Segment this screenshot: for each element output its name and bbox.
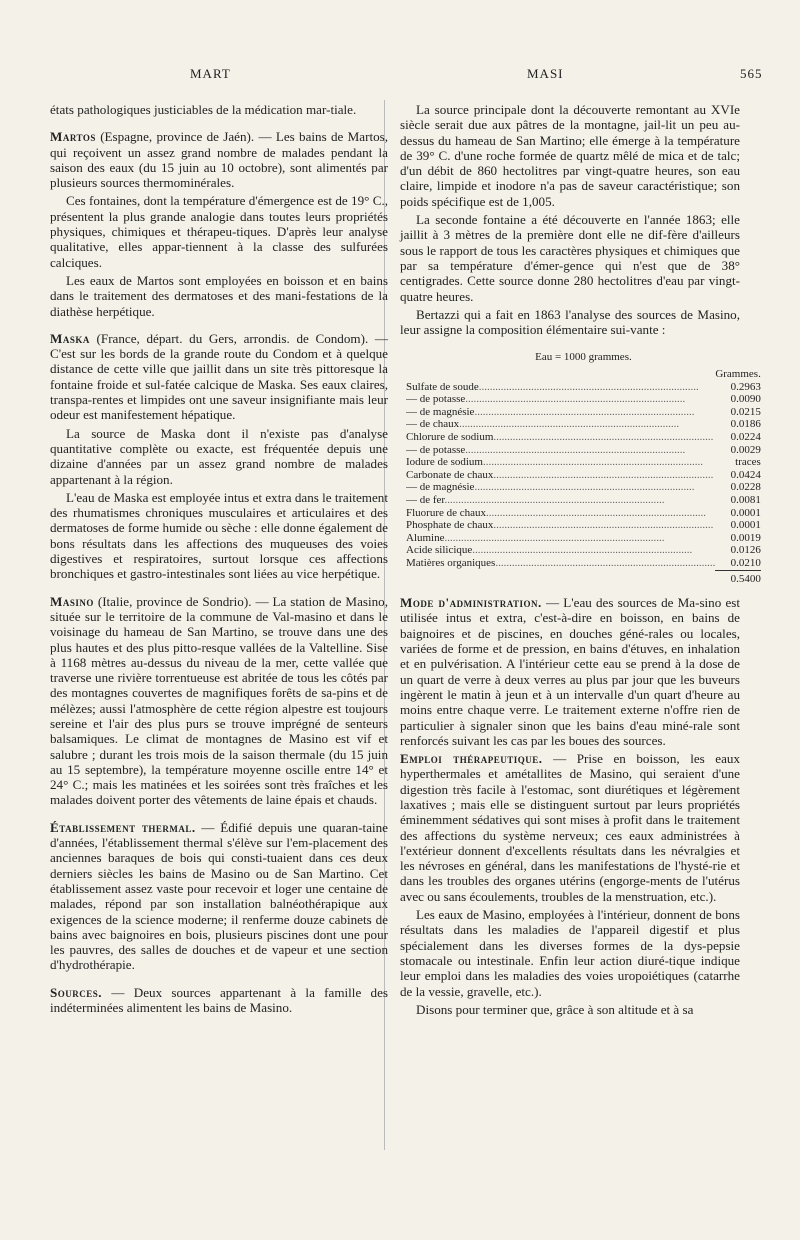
table-total-row [406, 570, 761, 585]
compound-name: Alumine................................................................................ [406, 531, 665, 544]
compound-name: Carbonate de chaux................................................................................ [406, 468, 714, 481]
compound-value: 0.0210 [730, 556, 761, 569]
table-row [406, 544, 761, 557]
compound-name: Matières organiques................................................................................ [406, 557, 716, 570]
entry-keyword: Emploi thérapeutique. [400, 751, 543, 767]
right-column-body [400, 595, 740, 1017]
composition-table [406, 351, 761, 585]
compound-name: — de potasse................................................................................ [406, 443, 686, 456]
right-column [400, 102, 761, 1020]
table-unit-header: Grammes. [715, 368, 761, 381]
compound-value: 0.2963 [730, 380, 761, 393]
table-caption: Eau = 1000 grammes. [535, 351, 632, 364]
running-header [0, 66, 800, 90]
paragraph-text: — Deux sources appartenant à la famille des indéterminées alimentent les bains de Masino. [50, 984, 388, 1016]
paragraph-text: — Prise en boisson, les eaux hyperthermales et amétallites de Masino, qui seraient d'une digestion très facile à l'estomac, sont diurétiques et légèrement laxatives ; mais elle se distinguent surtout par leurs propriétés éminemment sédatives qui sont mises à profit dans le traitement des affections du système nerveux; ces eaux administrées à l'extérieur donnent d'excellents résultats dans les névralgies et les névroses en général, dans les manifestations de l'hysté-rie et dans les troubles des organes utérins (engorge-ments de l'utérus avec ou sans écoulements, troubles de la menstruation, etc.). [400, 751, 740, 904]
compound-name: Sulfate de soude................................................................................ [406, 380, 699, 393]
compound-value: 0.0081 [730, 493, 761, 506]
compound-name: — de fer................................................................................ [406, 493, 665, 506]
paragraph [400, 212, 740, 304]
paragraph-text: Les eaux de Martos sont employées en boisson et en bains dans le traitement des dermatoses et des mani-festations de la diathèse herpétique. [50, 272, 388, 319]
table-row [406, 481, 761, 494]
compound-value: 0.0029 [730, 443, 761, 456]
page-number: 565 [740, 66, 763, 81]
compound-value: 0.0424 [730, 468, 761, 481]
paragraph-text: La seconde fontaine a été découverte en l'année 1863; elle jaillit à 3 mètres de la première dont elle ne dif-fère d'ailleurs sous le rapport de tous les caractères physiques et chimiques que par sa température d'émer-gence qui n'est que de 38° centigrades. Cette source donne 280 hectolitres d'eau par vingt-quatre heures. [400, 212, 740, 304]
compound-value: 0.0186 [730, 418, 761, 431]
paragraph [400, 907, 740, 999]
paragraph [400, 1002, 740, 1017]
paragraph-text: Les eaux de Masino, employées à l'intérieur, donnent de bons résultats dans les maladies de l'appareil digestif et plus spécialement dans les diverses formes de la dys-pepsie stomacale ou intestinale. Enfin leur action diuré-tique indique leur emploi dans les maladies des voies uropoiétiques (catarrhe de la vessie, gravelle, etc.). [400, 907, 740, 999]
table-row [406, 469, 761, 482]
compound-value: 0.0090 [730, 393, 761, 406]
compound-name: Fluorure de chaux................................................................................ [406, 506, 707, 519]
paragraph-text: états pathologiques justiciables de la médication mar-tiale. [50, 102, 357, 117]
compound-value: 0.0001 [730, 506, 761, 519]
table-row [406, 494, 761, 507]
compound-name: Phosphate de chaux................................................................................ [406, 519, 714, 532]
compound-name: — de magnésie................................................................................ [406, 481, 695, 494]
table-row [406, 418, 761, 431]
paragraph [50, 490, 388, 582]
paragraph [50, 331, 388, 423]
compound-name: Iodure de sodium................................................................................ [406, 456, 703, 469]
paragraph [50, 273, 388, 319]
table-row [406, 406, 761, 419]
paragraph-text: — Édifié depuis une quaran-taine d'années, l'établissement thermal s'élève sur l'em-placement des anciennes baraques de bois qui consti-tuaient dans ces deux derniers siècles les bains de Masino ou de San Martino. Cet établissement assez vaste pour recevoir et loger une centaine de malades, répond par son installation balnéothérapique aux exigences de la science moderne; il renferme douze cabinets de bains avec baignoires en bois, plusieurs piscines dont une pour les pauvres, des salles de douches et de vapeur et une section d'hydrothérapie. [50, 819, 388, 973]
entry-keyword: Martos [50, 129, 96, 145]
paragraph [50, 129, 388, 190]
entry-keyword: Masino [50, 593, 94, 609]
paragraph [50, 193, 388, 269]
entry-keyword: Établissement thermal. [50, 819, 196, 835]
table-row [406, 381, 761, 394]
compound-name: — de chaux................................................................................ [406, 418, 680, 431]
compound-value: 0.0019 [730, 531, 761, 544]
table-row [406, 431, 761, 444]
right-column-intro [400, 102, 740, 337]
entry-keyword: Maska [50, 330, 90, 346]
paragraph [50, 985, 388, 1016]
paragraph-text: La source principale dont la découverte remontant au XVIe siècle serait due aux pâtres de la montagne, jail-lit un peu au-dessus du hameau de San Martino; elle émerge à la température de 39° C. d'une roche formée de quartz mêlé de mica et de talc; d'un débit de 860 hectolitres par vingt-quatre heures, son eau claire, limpide et inodore n'a pas de saveur caractéristique; son poids spécifique est de 1,005. [400, 102, 740, 209]
compound-name: — de magnésie................................................................................ [406, 405, 695, 418]
compound-value: 0.0215 [730, 405, 761, 418]
table-total-value: 0.5400 [715, 570, 761, 585]
table-row [406, 393, 761, 406]
compound-name: — de potasse................................................................................ [406, 393, 686, 406]
header-right-keyword: MASI [527, 66, 564, 81]
paragraph-text: (Espagne, province de Jaén). — Les bains de Martos, qui reçoivent un assez grand nombre de malades pendant la saison des eaux (du 15 juin au 10 octobre), sont alimentés par plusieurs sources thermominérales. [50, 129, 388, 191]
paragraph-text: L'eau de Maska est employée intus et extra dans le traitement des rhumatismes chroniques musculaires et articulaires et des dermatoses de forme humide ou sèche : elle donne également de bons résultats dans les affections des muqueuses des voies digestives et respiratoires, surtout lorsque ces affections bronchiques et gastro-intestinales sont liées au vice herpétique. [50, 489, 388, 582]
compound-value: 0.0228 [730, 481, 761, 494]
paragraph-text: La source de Maska dont il n'existe pas d'analyse quantitative complète ou exacte, est fréquentée depuis une dizaine d'années par un assez grand nombre de malades appartenant à la région. [50, 425, 388, 487]
paragraph [50, 102, 388, 117]
paragraph-text: (France, départ. du Gers, arrondis. de Condom). — C'est sur les bords de la grande route du Condom et à quelque distance de cette ville que jaillit dans un site très pittoresque la fontaine froide et sul-fatée calcique de Maska. Ses eaux claires, transpa-rentes et limpides ont une saveur insignifiante mais leur odeur est manifestement hépatique. [50, 330, 388, 423]
compound-name: Chlorure de sodium................................................................................ [406, 431, 714, 444]
paragraph-text: (Italie, province de Sondrio). — La station de Masino, située sur le territoire de la commune de Val-masino et dans le voisinage du hameau de San Martino, se trouve dans une des plus hautes et des plus pitto-resque vallées de la Valtelline. Sise à 1168 mètres au-dessus du niveau de la mer, cette vallée que traverse une rivière torrentueuse est abritée de tous les côtés par des montagnes couvertes de magnifiques forêts de sa-pins et de mélèzes; aussi l'atmosphère de cette région alpestre est toujours sereine et l'air des plus purs se trouve imprégné de senteurs balsamiques. Le climat de montagnes de Masino est vif et salubre ; durant les trois mois de la saison thermale (du 15 juin au 15 septembre), la température moyenne oscille entre 14° et 24° C.; mais les matinées et les soirées sont très fraîches et les malades doivent porter des vêtements de laine épais et chauds. [50, 593, 388, 808]
compound-name: Acide silicique................................................................................ [406, 544, 693, 557]
compound-value: 0.0001 [730, 519, 761, 532]
compound-value: 0.0224 [730, 431, 761, 444]
paragraph-text: Disons pour terminer que, grâce à son altitude et à sa [416, 1001, 694, 1017]
table-row [406, 532, 761, 545]
paragraph-text: Ces fontaines, dont la température d'émergence est de 19° C., présentent la plus grande analogie dans toutes leurs propriétés physiques, chimiques et thérapeu-tiques. D'après leur analyse qualitative, elles appar-tiennent à la classe des sulfurées calciques. [50, 193, 388, 270]
left-column [50, 102, 388, 1018]
compound-value: traces [735, 456, 761, 469]
table-row [406, 444, 761, 457]
paragraph [400, 307, 740, 338]
paragraph [400, 751, 740, 904]
table-row [406, 557, 761, 570]
paragraph [400, 102, 740, 209]
paragraph-text: — L'eau des sources de Ma-sino est utilisée intus et extra, c'est-à-dire en boisson, en bains de baignoires et de piscines, en douches géné-rales ou locales, variées de forme et de pression, en bains d'étuves, en inhalation et en pulvérisation. A l'intérieur cette eau se prend à la dose de un quart de verre à deux verres au plus par jour que les buveurs ingèrent le matin à jeun et à un intervalle d'un quart d'heure au moins entre chaque verre. Le traitement externe n'offre rien de particulier à signaler sinon que les bains d'eau miné-rale sont renforcés suivant les cas par les boues des sources. [400, 595, 741, 748]
table-row [406, 507, 761, 520]
paragraph [50, 426, 388, 487]
table-row [406, 456, 761, 469]
compound-value: 0.0126 [730, 544, 761, 557]
entry-keyword: Sources. [50, 984, 103, 1000]
paragraph-text: Bertazzi qui a fait en 1863 l'analyse des sources de Masino, leur assigne la composition élémentaire sui-vante : [400, 306, 740, 338]
paragraph [50, 594, 388, 808]
entry-keyword: Mode d'administration. [400, 595, 542, 611]
header-left-keyword: MART [190, 66, 231, 81]
paragraph [50, 820, 388, 973]
table-row [406, 519, 761, 532]
paragraph [400, 595, 740, 748]
